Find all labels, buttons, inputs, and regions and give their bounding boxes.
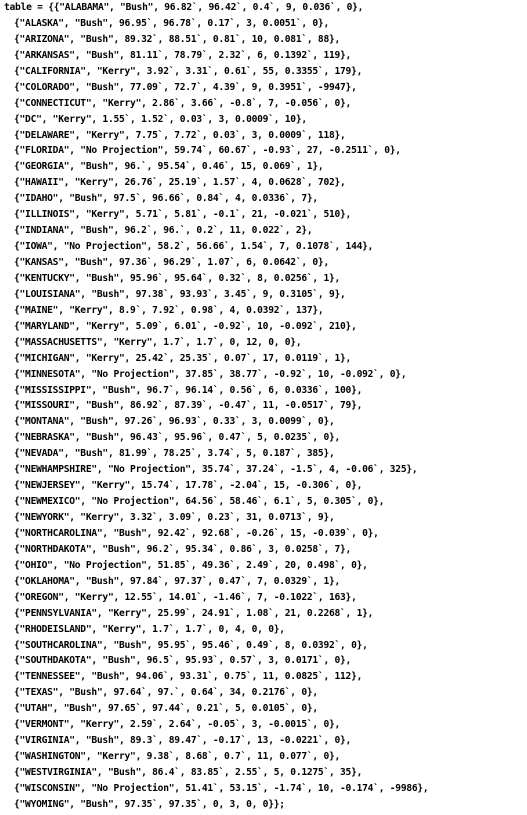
table-row-text: {"ARKANSAS", "Bush", 81.11`, 78.79`, 2.32`, 6, 0.1392`, 119}, [14, 49, 352, 61]
table-row-text: {"IDAHO", "Bush", 97.5`, 96.66`, 0.84`, 4, 0.0336`, 7}, [14, 193, 318, 205]
table-row-text: {"TENNESSEE", "Bush", 94.06`, 93.31`, 0.75`, 11, 0.0825`, 112}, [14, 671, 363, 683]
code-line [4, 207, 527, 223]
table-row-text: {"MASSACHUSETTS", "Kerry", 1.7`, 1.7`, 0, 12, 0, 0}, [14, 336, 302, 348]
table-row-text: {"WISCONSIN", "No Projection", 51.41`, 53.15`, -1.74`, 10, -0.174`, -9986}, [14, 782, 429, 794]
code-block[interactable] [4, 0, 527, 813]
table-row-text: {"ARIZONA", "Bush", 89.32`, 88.51`, 0.81`, 10, 0.081`, 88}, [14, 33, 341, 45]
table-row-text: {"MONTANA", "Bush", 97.26`, 96.93`, 0.33`, 3, 0.0099`, 0}, [14, 416, 335, 428]
table-row-text: {"KANSAS", "Bush", 97.36`, 96.29`, 1.07`, 6, 0.0642`, 0}, [14, 257, 329, 268]
code-line [4, 175, 527, 191]
table-row-text: {"MICHIGAN", "Kerry", 25.42`, 25.35`, 0.07`, 17, 0.0119`, 1}, [14, 352, 352, 364]
code-line [4, 80, 527, 96]
table-row-text: {"INDIANA", "Bush", 96.2`, 96.`, 0.2`, 11, 0.022`, 2}, [14, 225, 313, 237]
code-line [4, 335, 527, 351]
table-row-text: {"UTAH", "Bush", 97.65`, 97.44`, 0.21`, 5, 0.0105`, 0}, [14, 703, 318, 715]
table-row-text: {"CALIFORNIA", "Kerry", 3.92`, 3.31`, 0.61`, 55, 0.3355`, 179}, [14, 65, 363, 77]
code-line [4, 542, 527, 558]
table-row-text: {"WYOMING", "Bush", 97.35`, 97.35`, 0, 3, 0, 0}}; [14, 798, 285, 810]
code-line [4, 96, 527, 112]
code-line [4, 685, 527, 701]
table-row-text: {"RHODEISLAND", "Kerry", 1.7`, 1.7`, 0, 4, 0, 0}, [14, 623, 285, 635]
table-row-text: {"LOUISIANA", "Bush", 97.38`, 93.93`, 3.45`, 9, 0.3105`, 9}, [14, 288, 346, 300]
code-line [4, 287, 527, 303]
table-row-text: {"OHIO", "No Projection", 51.85`, 49.36`, 2.49`, 20, 0.498`, 0}, [14, 559, 368, 571]
table-row-text: {"DC", "Kerry", 1.55`, 1.52`, 0.03`, 3, 0.0009`, 10}, [14, 113, 307, 125]
code-line [4, 159, 527, 175]
code-line [4, 446, 527, 462]
code-line [4, 494, 527, 510]
code-line [4, 64, 527, 80]
code-line [4, 223, 527, 239]
table-row-text: {"IOWA", "No Projection", 58.2`, 56.66`, 1.54`, 7, 0.1078`, 144}, [14, 241, 374, 253]
code-line [4, 430, 527, 446]
table-row-text: {"VERMONT", "Kerry", 2.59`, 2.64`, -0.05`, 3, -0.0015`, 0}, [14, 719, 341, 731]
code-line [4, 351, 527, 367]
table-row-text: {"NEBRASKA", "Bush", 96.43`, 95.96`, 0.47`, 5, 0.0235`, 0}, [14, 432, 341, 444]
variable-name: table [4, 2, 32, 13]
code-line [4, 526, 527, 542]
table-row-text: {"CONNECTICUT", "Kerry", 2.86`, 3.66`, -0.8`, 7, -0.056`, 0}, [14, 97, 352, 109]
table-row-text: {"NEWJERSEY", "Kerry", 15.74`, 17.78`, -2.04`, 15, -0.306`, 0}, [14, 480, 363, 492]
code-line [4, 510, 527, 526]
code-line [4, 653, 527, 669]
code-line [4, 590, 527, 606]
table-row-text: {"OREGON", "Kerry", 12.55`, 14.01`, -1.46`, 7, -0.1022`, 163}, [14, 591, 357, 603]
code-line [4, 383, 527, 399]
table-row-text: {"GEORGIA", "Bush", 96.`, 95.54`, 0.46`, 15, 0.069`, 1}, [14, 161, 324, 173]
code-line [4, 143, 527, 159]
table-row-text: {"TEXAS", "Bush", 97.64`, 97.`, 0.64`, 34, 0.2176`, 0}, [14, 687, 318, 699]
code-line [4, 16, 527, 32]
table-row-text: {"NORTHDAKOTA", "Bush", 96.2`, 95.34`, 0.86`, 3, 0.0258`, 7}, [14, 543, 352, 555]
code-line [4, 781, 527, 797]
table-row-text: {"MAINE", "Kerry", 8.9`, 7.92`, 0.98`, 4, 0.0392`, 137}, [14, 304, 324, 316]
table-row-text: {"MISSISSIPPI", "Bush", 96.7`, 96.14`, 0.56`, 6, 0.0336`, 100}, [14, 384, 363, 396]
table-row-text: {"SOUTHCAROLINA", "Bush", 95.95`, 95.46`, 0.49`, 8, 0.0392`, 0}, [14, 639, 368, 651]
table-row-text: {"COLORADO", "Bush", 77.09`, 72.7`, 4.39`, 9, 0.3951`, -9947}, [14, 81, 357, 93]
table-row-text: {"HAWAII", "Kerry", 26.76`, 25.19`, 1.57`, 4, 0.0628`, 702}, [14, 177, 346, 189]
code-line [4, 797, 527, 813]
table-row-text: {"SOUTHDAKOTA", "Bush", 96.5`, 95.93`, 0.57`, 3, 0.0171`, 0}, [14, 655, 352, 667]
table-row-text: {"WASHINGTON", "Kerry", 9.38`, 8.68`, 0.7`, 11, 0.077`, 0}, [14, 751, 341, 763]
table-row-text: {"NEWYORK", "Kerry", 3.32`, 3.09`, 0.23`, 31, 0.0713`, 9}, [14, 512, 335, 523]
table-row-text: {"NEVADA", "Bush", 81.99`, 78.25`, 3.74`, 5, 0.187`, 385}, [14, 448, 335, 460]
code-line [4, 0, 527, 16]
code-line [4, 749, 527, 765]
code-line [4, 255, 527, 271]
code-line [4, 414, 527, 430]
code-line [4, 239, 527, 255]
table-row-text: {"VIRGINIA", "Bush", 89.3`, 89.47`, -0.17`, 13, -0.0221`, 0}, [14, 735, 352, 747]
code-line [4, 128, 527, 144]
code-line [4, 478, 527, 494]
table-row-text: {"NEWMEXICO", "No Projection", 64.56`, 58.46`, 6.1`, 5, 0.305`, 0}, [14, 496, 385, 508]
table-row-text: {"ALASKA", "Bush", 96.95`, 96.78`, 0.17`, 3, 0.0051`, 0}, [14, 17, 329, 29]
table-row-text: {"WESTVIRGINIA", "Bush", 86.4`, 83.85`, 2.55`, 5, 0.1275`, 35}, [14, 767, 363, 778]
code-line [4, 398, 527, 414]
code-line [4, 191, 527, 207]
table-row-text: {"DELAWARE", "Kerry", 7.75`, 7.72`, 0.03`, 3, 0.0009`, 118}, [14, 129, 346, 141]
code-line [4, 638, 527, 654]
table-row-text: {"MINNESOTA", "No Projection", 37.85`, 38.77`, -0.92`, 10, -0.092`, 0}, [14, 368, 407, 380]
code-line [4, 622, 527, 638]
table-row-text: {"NEWHAMPSHIRE", "No Projection", 35.74`, 37.24`, -1.5`, 4, -0.06`, 325}, [14, 464, 418, 476]
code-line [4, 462, 527, 478]
code-line [4, 606, 527, 622]
code-line [4, 733, 527, 749]
code-line [4, 558, 527, 574]
code-line [4, 717, 527, 733]
table-row-text: {"ILLINOIS", "Kerry", 5.71`, 5.81`, -0.1`, 21, -0.021`, 510}, [14, 209, 352, 221]
code-line [4, 574, 527, 590]
code-line [4, 319, 527, 335]
code-line [4, 271, 527, 287]
table-row-text: {"NORTHCAROLINA", "Bush", 92.42`, 92.68`, -0.26`, 15, -0.039`, 0}, [14, 527, 379, 539]
table-row-text: {"PENNSYLVANIA", "Kerry", 25.99`, 24.91`, 1.08`, 21, 0.2268`, 1}, [14, 607, 374, 619]
code-line [4, 367, 527, 383]
code-line [4, 701, 527, 717]
table-row-text: {"FLORIDA", "No Projection", 59.74`, 60.67`, -0.93`, 27, -0.2511`, 0}, [14, 145, 401, 157]
code-line [4, 32, 527, 48]
code-line [4, 303, 527, 319]
code-line [4, 669, 527, 685]
code-line [4, 48, 527, 64]
table-row-text: {"OKLAHOMA", "Bush", 97.84`, 97.37`, 0.47`, 7, 0.0329`, 1}, [14, 575, 341, 587]
table-row-text: {"MISSOURI", "Bush", 86.92`, 87.39`, -0.47`, 11, -0.0517`, 79}, [14, 400, 363, 412]
code-line [4, 765, 527, 781]
table-row-text: {"KENTUCKY", "Bush", 95.96`, 95.64`, 0.32`, 8, 0.0256`, 1}, [14, 272, 341, 284]
table-row-text: {"MARYLAND", "Kerry", 5.09`, 6.01`, -0.92`, 10, -0.092`, 210}, [14, 320, 357, 332]
assignment-operator: = [31, 2, 49, 13]
code-line [4, 112, 527, 128]
table-row-text: {{"ALABAMA", "Bush", 96.82`, 96.42`, 0.4`, 9, 0.036`, 0}, [48, 2, 364, 13]
